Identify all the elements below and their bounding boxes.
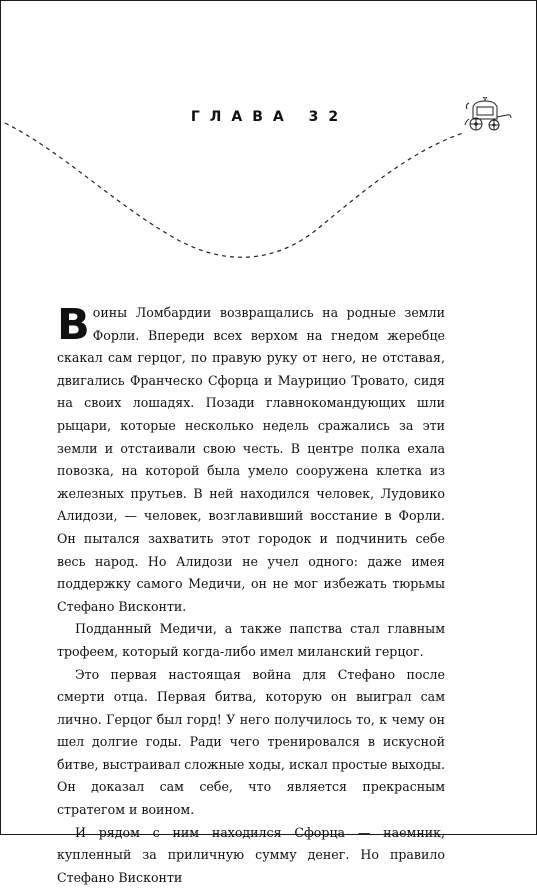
chapter-text [57,302,445,889]
dashed-road-path [1,1,537,301]
paragraph-4: И рядом с ним находился Сфорца — наемник, купленный за приличную сумму денег. Но правило Стефано Висконти [57,824,445,885]
paragraph-3: Это первая настоящая война для Стефано после смерти отца. Первая битва, которую он выиграл сам лично. Герцог был горд! У него получилось то, к чему он шел долгие годы. Ради чего тренировался в искусной битве, выстраивал сложные ходы, искал простые выходы. Он доказал сам себе, что является прекрасным стратегом и воином. [57,666,445,818]
drop-cap: В [57,300,90,350]
paragraph-2: Подданный Медичи, а также папства стал главным трофеем, который когда-либо имел миланский герцог. [57,621,445,659]
chapter-title: ГЛАВА 32 [190,109,349,125]
paragraph-1 [57,302,445,618]
paragraph-1-text: оины Ломбардии возвращались на родные земли Форли. Впереди всех верхом на гнедом жеребце скакал сам герцог, по правую руку от него, не отставая, двигались Франческо Сфорца и Маурицио Тровато, сидя на своих лошадях. Позади главнокомандующих шли рыцари, которые несколько недель сражались за эти земли и отстаивали свою честь. В центре полка ехала повозка, на которой была умело сооружена клетка из железных прутьев. В ней находился человек, Лудовико Алидози, — человек, возглавивший восстание в Форли. Он пытался захватить этот городок и подчинить себе весь народ. Но Алидози не учел одного: даже имея поддержку самого Медичи, он не мог избежать тюрьмы Стефано Висконти. [57,305,445,614]
